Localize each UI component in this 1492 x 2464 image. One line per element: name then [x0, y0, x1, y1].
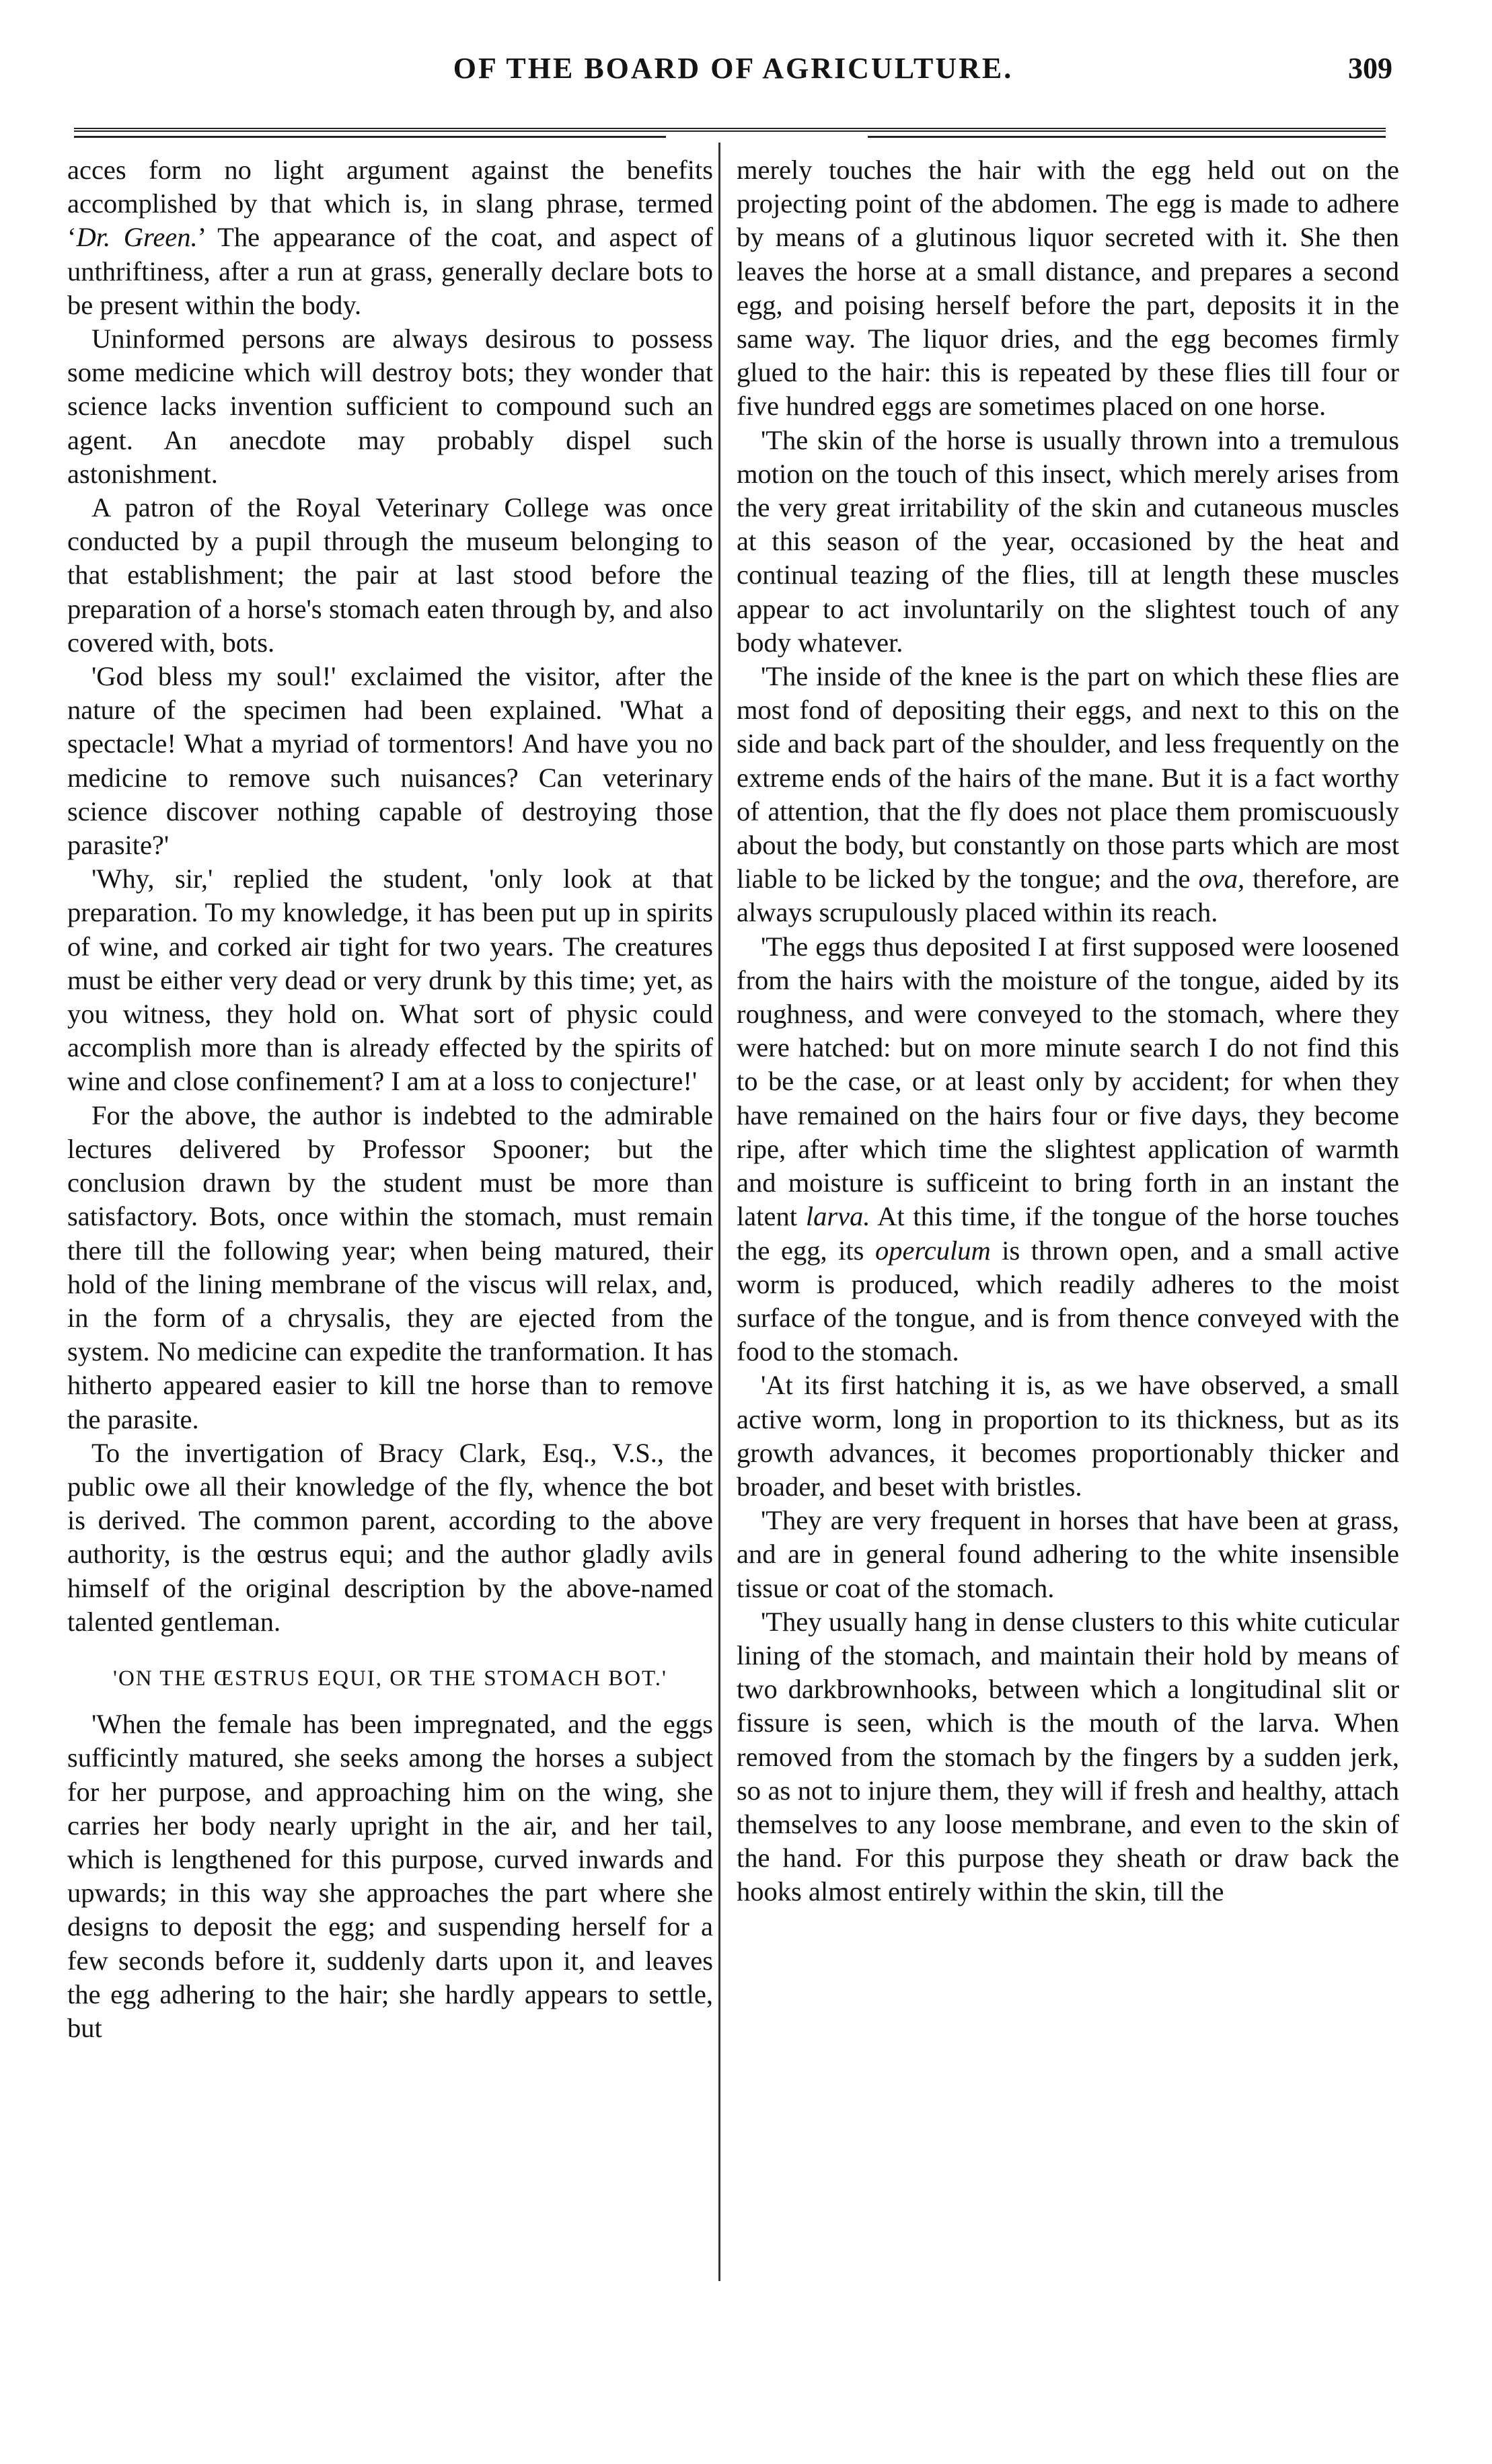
paragraph: 'They are very frequent in horses that have been at grass, and are in general found adhering to the white insensible tissue or coat of the stomach.: [737, 1505, 1399, 1603]
paragraph-text: 'The inside of the knee is the part on which these flies are most fond of depositing their eggs, and next to this on the side and back part of the shoulder, and less frequently on the extreme ends of the hairs of the mane. But it is a fact worthy of attention, that the fly does not place them promiscuously about the body, but constantly on those parts which are most liable to be licked by the tongue; and the: [737, 661, 1399, 894]
paragraph-text: The appearance of the coat, and aspect of unthriftiness, after a run at grass, generally declare bots to be present within the body.: [67, 222, 713, 320]
header-rule-left: [74, 136, 666, 138]
italic-text: larva.: [805, 1201, 870, 1232]
header-double-rule: [74, 128, 1386, 132]
paragraph: [737, 660, 1399, 930]
paragraph: 'Why, sir,' replied the student, 'only look at that preparation. To my knowledge, it has been put up in spirits of wine, and corked air tight for two years. The creatures must be either very dead or very drunk by this time; yet, as you witness, they hold on. What sort of physic could accomplish more than is already effected by the spirits of wine and close confinement? I am at a loss to conjecture!': [67, 863, 713, 1097]
paragraph: acces form no light argument against the benefits accomplished by that which is, in slang phrase, termed ‘Dr. Green.’ The appearance of the coat, and aspect of unthriftiness, after a run at grass, generally declare bots to be present within the body.: [67, 155, 713, 320]
header-rule-right: [868, 136, 1386, 138]
paragraph-text: At this time, if the tongue of the horse touches the egg, its: [737, 1201, 1399, 1266]
paragraph: For the above, the author is indebted to the admirable lectures delivered by Professor Spooner; but the conclusion drawn by the student must be more than satisfactory. Bots, once within the stomach, must remain there till the following year; when being matured, their hold of the lining membrane of the viscus will relax, and, in the form of a chrysalis, they are ejected from the system. No medicine can expedite the tranformation. It has hitherto appeared easier to kill tne horse than to remove the parasite.: [67, 1100, 713, 1434]
paragraph: 'They usually hang in dense clusters to this white cuticular lining of the stomach, and maintain their hold by means of two darkbrownhooks, between which a longitudinal slit or fissure is seen, which is the mouth of the larva. When removed from the stomach by the fingers by a sudden jerk, so as not to injure them, they will if fresh and healthy, attach themselves to any loose membrane, and even to the skin of the hand. For this purpose they sheath or draw back the hooks almost entirely within the skin, till the: [737, 1606, 1399, 1907]
page-number: 309: [1348, 52, 1392, 85]
paragraph: 'The skin of the horse is usually thrown into a tremulous motion on the touch of this insect, which merely arises from the very great irritability of the skin and cutaneous muscles at this season of the year, occasioned by the heat and continual teazing of the flies, till at length these muscles appear to act involuntarily on the slightest touch of any body whatever.: [737, 424, 1399, 658]
italic-text: operculum: [874, 1235, 991, 1266]
paragraph: 'God bless my soul!' exclaimed the visitor, after the nature of the specimen had been explained. 'What a spectacle! What a myriad of tormentors! And have you no medicine to remove such nuisances? Can veterinary science discover nothing capable of destroying those parasite?': [67, 661, 713, 861]
column-divider: [718, 143, 720, 2281]
paragraph: Uninformed persons are always desirous to possess some medicine which will destroy bots; they wonder that science lacks invention sufficient to compound such an agent. An anecdote may probably dispel such astonishment.: [67, 323, 713, 489]
right-column: [737, 153, 1399, 2292]
running-title: OF THE BOARD OF AGRICULTURE.: [453, 52, 1014, 85]
paragraph-text: therefore, are always scrupulously placed within its reach.: [737, 863, 1399, 928]
page-header: [74, 42, 1392, 95]
paragraph-text: is thrown open, and a small active worm is produced, which readily adheres to the moist surface of the tongue, and is from thence conveyed with the food to the stomach.: [737, 1235, 1399, 1367]
paragraph: To the invertigation of Bracy Clark, Esq., V.S., the public owe all their knowledge of the fly, whence the bot is derived. The common parent, according to the above authority, is the œstrus equi; and the author gladly avils himself of the original description by the above-named talented gentleman.: [67, 1437, 713, 1637]
paragraph: [737, 930, 1399, 1369]
paragraph: merely touches the hair with the egg held out on the projecting point of the abdomen. The egg is made to adhere by means of a glutinous liquor secreted with it. She then leaves the horse at a small distance, and prepares a second egg, and poising herself before the part, deposits it in the same way. The liquor dries, and the egg becomes firmly glued to the hair: this is repeated by these flies till four or five hundred eggs are sometimes placed on one horse.: [737, 155, 1399, 422]
italic-text: ova,: [1198, 863, 1245, 894]
left-column: [67, 153, 713, 2292]
paragraph: 'When the female has been impregnated, and the eggs sufficintly matured, she seeks among the horses a subject for her purpose, and approaching him on the wing, she carries her body nearly upright in the air, and her tail, which is lengthened for this purpose, curved inwards and upwards; in this way she approaches the part where she designs to deposit the egg; and suspending herself for a few seconds before it, suddenly darts upon it, and leaves the egg adhering to the hair; she hardly appears to settle, but: [67, 1709, 713, 2043]
section-subheading: 'ON THE ŒSTRUS EQUI, OR THE STOMACH BOT.': [113, 1666, 667, 1691]
paragraph: 'At its first hatching it is, as we have observed, a small active worm, long in proportion to its thickness, but as its growth advances, it becomes proportionably thicker and broader, and beset with bristles.: [737, 1370, 1399, 1502]
paragraph-text: 'The eggs thus deposited I at first supposed were loosened from the hairs with the moisture of the tongue, aided by its roughness, and were conveyed to the stomach, where they were hatched: but on more minute search I do not find this to be the case, or at least only by accident; for when they have remained on the hairs four or five days, they become ripe, after which time the slightest application of warmth and moisture is sufficeint to bring forth in an instant the latent: [737, 931, 1399, 1232]
paragraph-text: acces form no light argument against the benefits accomplished by that which is, in slang phrase, termed: [67, 155, 713, 219]
italic-text: Dr. Green.: [76, 222, 198, 253]
paragraph: A patron of the Royal Veterinary College was once conducted by a pupil through the museum belonging to that establishment; the pair at last stood before the preparation of a horse's stomach eaten through by, and also covered with, bots.: [67, 492, 713, 658]
